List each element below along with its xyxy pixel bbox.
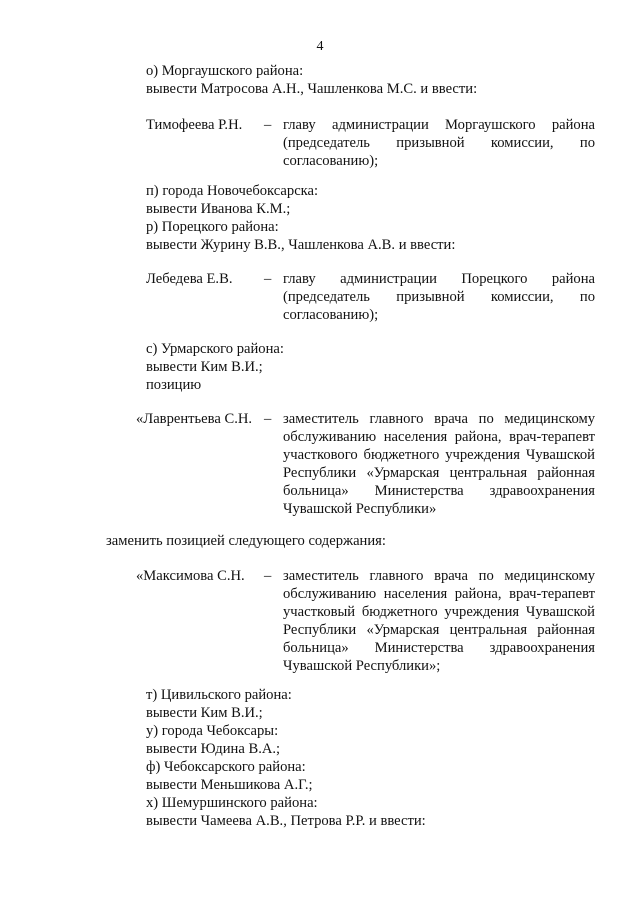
entry-timofeeva-name: Тимофеева Р.Н. [146,117,243,133]
section-f-heading: ф) Чебоксарского района: [146,759,306,775]
replace-instruction: заменить позицией следующего содержания: [106,533,386,549]
section-s-action: вывести Ким В.И.; [146,359,263,375]
section-t-heading: т) Цивильского района: [146,687,292,703]
section-s-extra: позицию [146,377,202,393]
section-u-heading: у) города Чебоксары: [146,723,279,739]
section-kh-heading: х) Шемуршинского района: [146,795,318,811]
entry-maksimova-name: «Максимова С.Н. [136,568,245,584]
section-o-action: вывести Матросова А.Н., Чашленкова М.С. и ввести: [146,81,478,97]
entry-maksimova-dash: – [264,568,272,584]
section-p-action: вывести Иванова К.М.; [146,201,291,217]
entry-maksimova-text: заместитель главного врача по медицинскому обслуживанию населения района, врач-терапевт участковый бюджетного учреждения Чувашской Республики «Урмарская центральная районная больница» Министерства здравоохранения Чувашской Республики»; [283,568,595,674]
entry-lavrentyeva-name: «Лаврентьева С.Н. [136,411,253,427]
entry-lavrentyeva-description [283,410,595,518]
section-u-action: вывести Юдина В.А.; [146,741,281,757]
section-r-action: вывести Журину В.В., Чашленкова А.В. и ввести: [146,237,456,253]
section-f-action: вывести Меньшикова А.Г.; [146,777,313,793]
entry-lebedeva-name: Лебедева Е.В. [146,271,233,287]
section-kh-action: вывести Чамеева А.В., Петрова Р.Р. и ввести: [146,813,426,829]
section-r-heading: р) Порецкого района: [146,219,279,235]
entry-lebedeva-dash: – [264,271,272,287]
section-s-heading: с) Урмарского района: [146,341,284,357]
entry-timofeeva-description: главу администрации Моргаушского района (председатель призывной комиссии, по согласованию); [283,117,595,169]
section-o-heading: о) Моргаушского района: [146,63,304,79]
entry-lavrentyeva-text: заместитель главного врача по медицинскому обслуживанию населения района, врач-терапевт участкового бюджетного учреждения Чувашской Республики «Урмарская центральная районная больница» Министерства здравоохранения Чувашской Республики» [283,411,595,517]
section-t-action: вывести Ким В.И.; [146,705,263,721]
entry-lebedeva-description: главу администрации Порецкого района (председатель призывной комиссии, по согласованию); [283,271,595,323]
page-number: 4 [316,39,324,54]
entry-maksimova-description [283,567,595,675]
section-p-heading: п) города Новочебоксарска: [146,183,319,199]
entry-timofeeva-dash: – [264,117,272,133]
entry-lavrentyeva-dash: – [264,411,272,427]
